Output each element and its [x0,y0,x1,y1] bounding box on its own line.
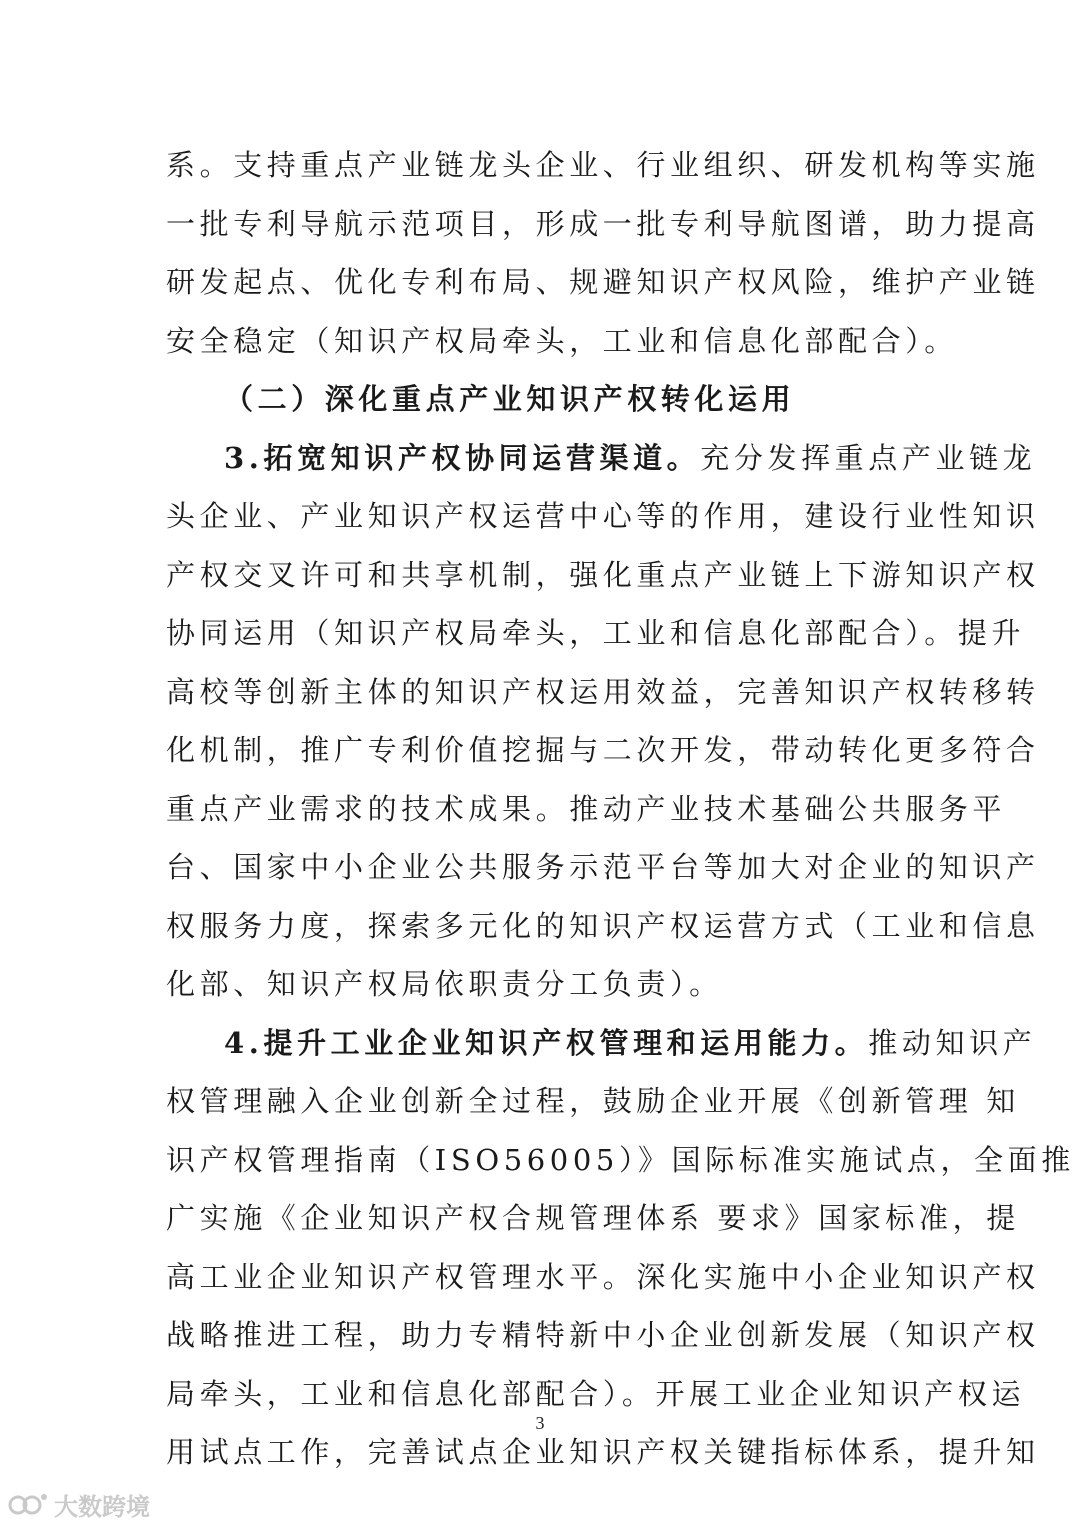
text-line [166,838,1040,897]
text-segment: 研发起点、优化专利布局、规避知识产权风险，维护产业链 [166,265,1040,299]
text-line [166,1131,1075,1190]
text-line [166,1014,1037,1073]
text-line [166,370,916,429]
text-segment: 台、国家中小企业公共服务示范平台等加大对企业的知识产 [166,850,1040,884]
text-line [166,546,1040,605]
bold-heading-segment: 4.提升工业企业知识产权管理和运用能力。 [224,1025,869,1060]
text-line [166,721,1040,780]
text-line [166,1306,1040,1365]
text-line [166,1072,1020,1131]
watermark-text: 大数跨境 [54,1492,150,1521]
text-segment: 权管理融入企业创新全过程，鼓励企业开展《创新管理 知 [166,1084,1020,1118]
page-number: 3 [535,1413,545,1433]
document-body [166,136,1075,1482]
text-segment: 一批专利导航示范项目，形成一批专利导航图谱，助力提高 [166,206,1040,241]
text-line [166,780,1007,839]
text-segment: 广实施《企业知识产权合规管理体系 要求》国家标准，提 [166,1201,1020,1235]
text-segment: 识产权管理指南（ISO56005）》国际标准实施试点，全面推 [166,1142,1075,1177]
text-line [166,487,1040,546]
text-line [166,195,1040,254]
text-segment: 安全稳定（知识产权局牵头，工业和信息化部配合）。 [166,323,958,358]
text-segment: 高工业企业知识产权管理水平。深化实施中小企业知识产权 [166,1259,1040,1294]
weibo-style-logo-icon [6,1491,50,1517]
text-line [166,663,1040,722]
text-line [166,312,958,371]
text-line [166,1189,1020,1248]
text-segment: 局牵头，工业和信息化部配合）。开展工业企业知识产权运 [166,1376,1026,1411]
text-segment: 用试点工作，完善试点企业知识产权关键指标体系，提升知 [166,1435,1040,1469]
text-segment: 头企业、产业知识产权运营中心等的作用，建设行业性知识 [166,499,1040,533]
text-line [166,604,1026,663]
bold-heading-segment: （二）深化重点产业知识产权转化运用 [224,382,796,416]
text-segment: 系。支持重点产业链龙头企业、行业组织、研发机构等实施 [166,148,1040,182]
text-segment: 化机制，推广专利价值挖掘与二次开发，带动转化更多符合 [166,733,1040,767]
text-segment: 权服务力度，探索多元化的知识产权运营方式（工业和信息 [166,908,1040,943]
text-segment: 重点产业需求的技术成果。推动产业技术基础公共服务平 [166,791,1007,826]
text-line [166,429,1037,488]
text-segment: 充分发挥重点产业链龙 [700,440,1037,475]
bold-heading-segment: 3.拓宽知识产权协同运营渠道。 [224,440,701,475]
text-line [166,253,1040,312]
text-segment: 产权交叉许可和共享机制，强化重点产业链上下游知识产权 [166,557,1040,592]
watermark [6,1488,150,1520]
text-segment: 推动知识产 [868,1025,1037,1060]
text-segment: 协同运用（知识产权局牵头，工业和信息化部配合）。提升 [166,616,1026,650]
text-line [166,897,1040,956]
text-line [166,1248,1040,1307]
text-line [166,955,916,1014]
text-line [166,136,1040,195]
text-segment: 战略推进工程，助力专精特新中小企业创新发展（知识产权 [166,1318,1040,1352]
text-segment: 化部、知识产权局依职责分工负责）。 [166,967,723,1001]
text-segment: 高校等创新主体的知识产权运用效益，完善知识产权转移转 [166,674,1040,709]
